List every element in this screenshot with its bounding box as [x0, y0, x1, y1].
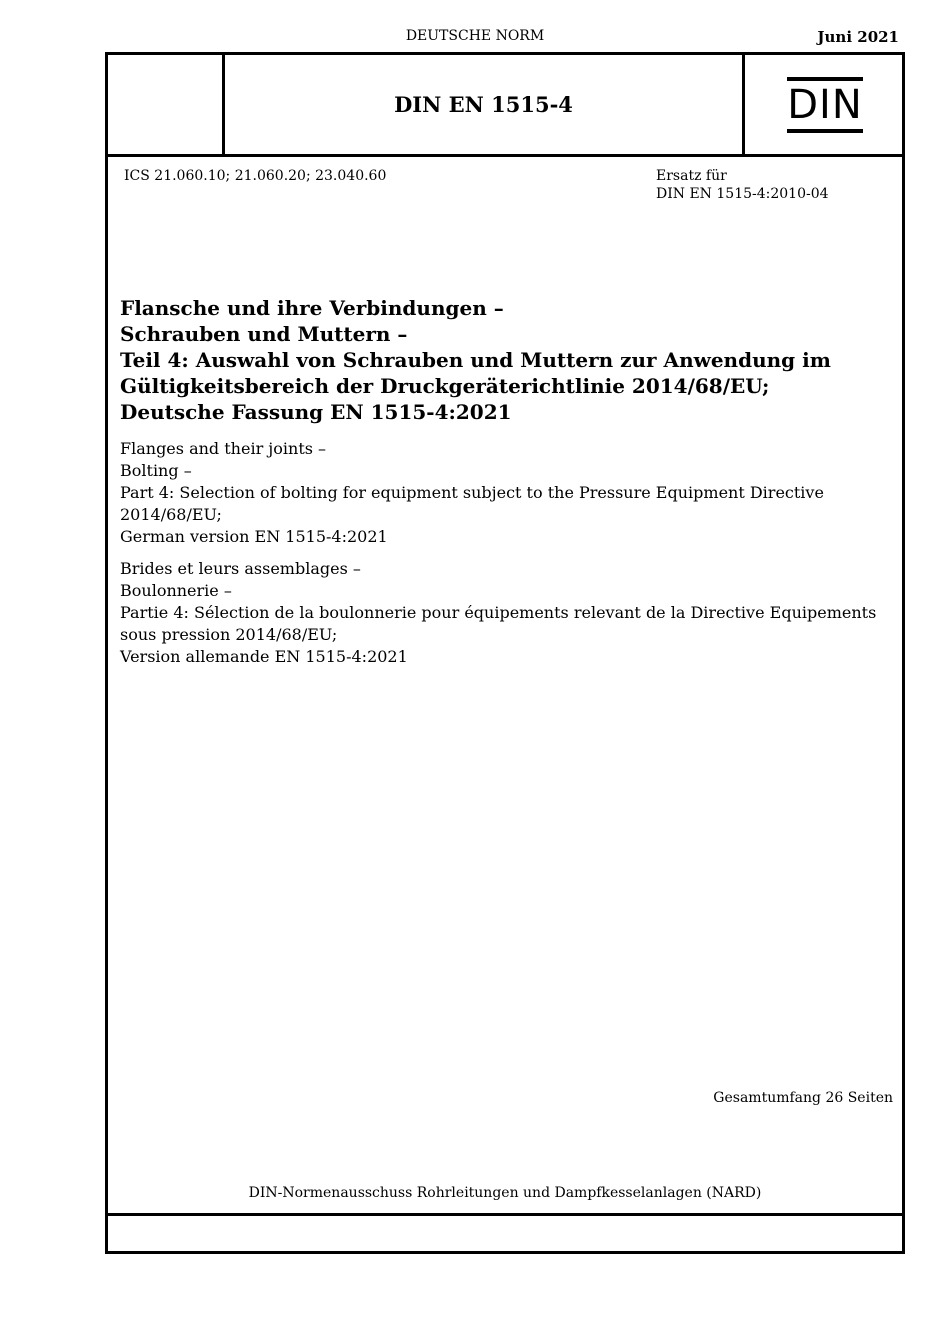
- title-en-line: 2014/68/EU;: [120, 505, 222, 524]
- replacement-info: [656, 167, 829, 203]
- title-de-line: Gültigkeitsbereich der Druckgeräterichtlinie 2014/68/EU;: [120, 374, 770, 398]
- document-frame: [105, 52, 905, 1254]
- title-en-line: Part 4: Selection of bolting for equipment subject to the Pressure Equipment Directive: [120, 483, 824, 502]
- din-logo-icon: [787, 77, 863, 133]
- title-english: [120, 438, 890, 548]
- title-de-line: Schrauben und Muttern –: [120, 322, 408, 346]
- header-row: [108, 55, 902, 157]
- replacement-label: Ersatz für: [656, 168, 727, 184]
- title-french: [120, 558, 890, 668]
- title-de-line: Deutsche Fassung EN 1515-4:2021: [120, 400, 512, 424]
- standard-number: DIN EN 1515-4: [394, 92, 573, 117]
- din-logo-text: DIN: [787, 81, 863, 128]
- title-german: [120, 295, 890, 425]
- ics-codes: ICS 21.060.10; 21.060.20; 23.040.60: [124, 168, 387, 184]
- publication-date: Juni 2021: [817, 28, 899, 46]
- replacement-value: DIN EN 1515-4:2010-04: [656, 186, 829, 202]
- title-de-line: Teil 4: Auswahl von Schrauben und Muttern zur Anwendung im: [120, 348, 831, 372]
- standards-committee: DIN-Normenausschuss Rohrleitungen und Dampfkesselanlagen (NARD): [248, 1185, 762, 1201]
- footer-divider: [108, 1213, 902, 1216]
- title-fr-line: Brides et leurs assemblages –: [120, 559, 361, 578]
- title-fr-line: Boulonnerie –: [120, 581, 232, 600]
- title-en-line: Flanges and their joints –: [120, 439, 327, 458]
- total-pages: Gesamtumfang 26 Seiten: [713, 1090, 893, 1106]
- header-empty-cell: [108, 55, 225, 154]
- title-fr-line: sous pression 2014/68/EU;: [120, 625, 338, 644]
- title-en-line: Bolting –: [120, 461, 192, 480]
- din-logo-cell: [742, 55, 905, 154]
- title-en-line: German version EN 1515-4:2021: [120, 527, 388, 546]
- norm-type-label: DEUTSCHE NORM: [405, 28, 545, 44]
- title-fr-line: Partie 4: Sélection de la boulonnerie pour équipements relevant de la Directive Equipements: [120, 603, 877, 622]
- title-fr-line: Version allemande EN 1515-4:2021: [120, 647, 408, 666]
- title-de-line: Flansche und ihre Verbindungen –: [120, 296, 504, 320]
